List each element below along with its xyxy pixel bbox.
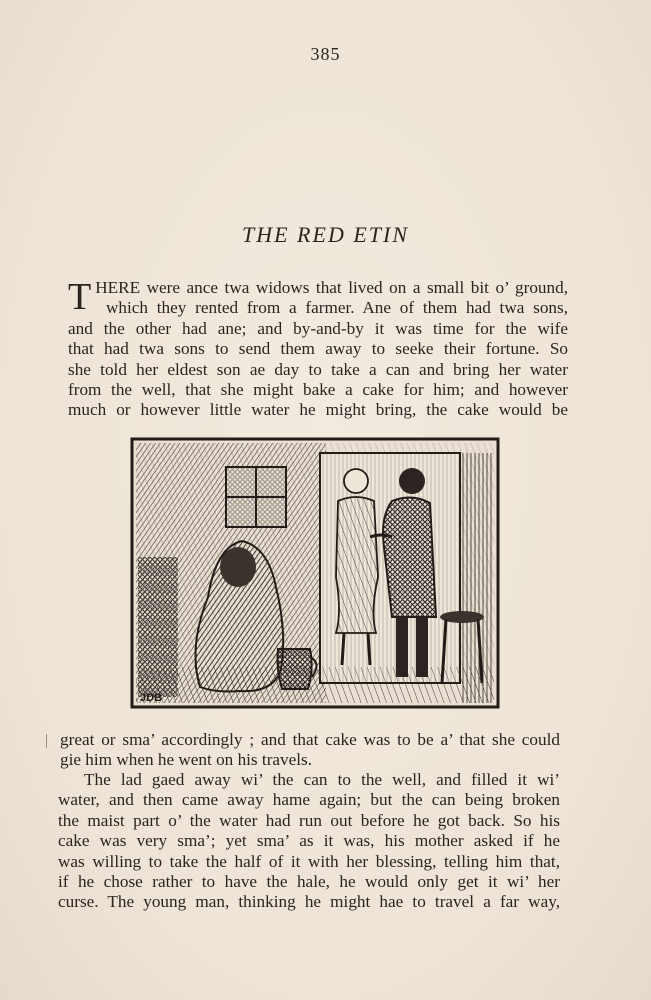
- text-line: if he chose rather to have the hale, he would only get it wi’ her: [58, 872, 560, 892]
- text-line: from the well, that she might bake a cake for him; and however: [68, 380, 568, 400]
- text-line: that had twa sons to send them away to seeke their fortune. So: [68, 339, 568, 359]
- text-line: curse. The young man, thinking he might hae to travel a far way,: [58, 892, 560, 912]
- text-line: was willing to take the half of it with her blessing, telling him that,: [58, 851, 560, 871]
- artist-monogram: JDB: [140, 692, 163, 704]
- paragraph-3: [58, 770, 560, 913]
- text-line: which they rented from a farmer. Ane of them had twa sons,: [106, 298, 568, 318]
- jug: [278, 649, 312, 689]
- text-line: she told her eldest son ae day to take a can and bring her water: [68, 359, 568, 379]
- drop-cap: T: [68, 276, 92, 318]
- chapter-title: THE RED ETIN: [242, 222, 409, 247]
- text-line: cake was very sma’; yet sma’ as it was, his mother asked if he: [58, 831, 560, 851]
- text-line: HERE were ance twa widows that lived on a small bit o’ ground,: [95, 278, 568, 297]
- paragraph-2: [60, 730, 560, 771]
- text-line: the maist part o’ the water had run out before he got back. So his: [58, 810, 560, 830]
- text-line: water, and then came away hame again; but the can being broken: [58, 790, 560, 810]
- young-man-figure: [383, 497, 436, 617]
- woodcut-illustration: [130, 437, 500, 709]
- text-line: gie him when he went on his travels.: [60, 750, 313, 770]
- text-line: The lad gaed away wi’ the can to the well, and filled it wi’: [84, 770, 560, 789]
- young-man-head: [399, 468, 425, 494]
- text-line: and the other had ane; and by-and-by it was time for the wife: [68, 318, 568, 338]
- paragraph-1: [68, 278, 568, 421]
- girl-head: [344, 469, 368, 493]
- margin-pencil-mark: [46, 734, 47, 748]
- text-line: much or however little water he might bring, the cake would be: [68, 400, 568, 420]
- page-number: 385: [310, 44, 341, 64]
- girl-figure: [336, 497, 378, 633]
- text-line: great or sma’ accordingly ; and that cake was to be a’ that she could: [60, 730, 560, 749]
